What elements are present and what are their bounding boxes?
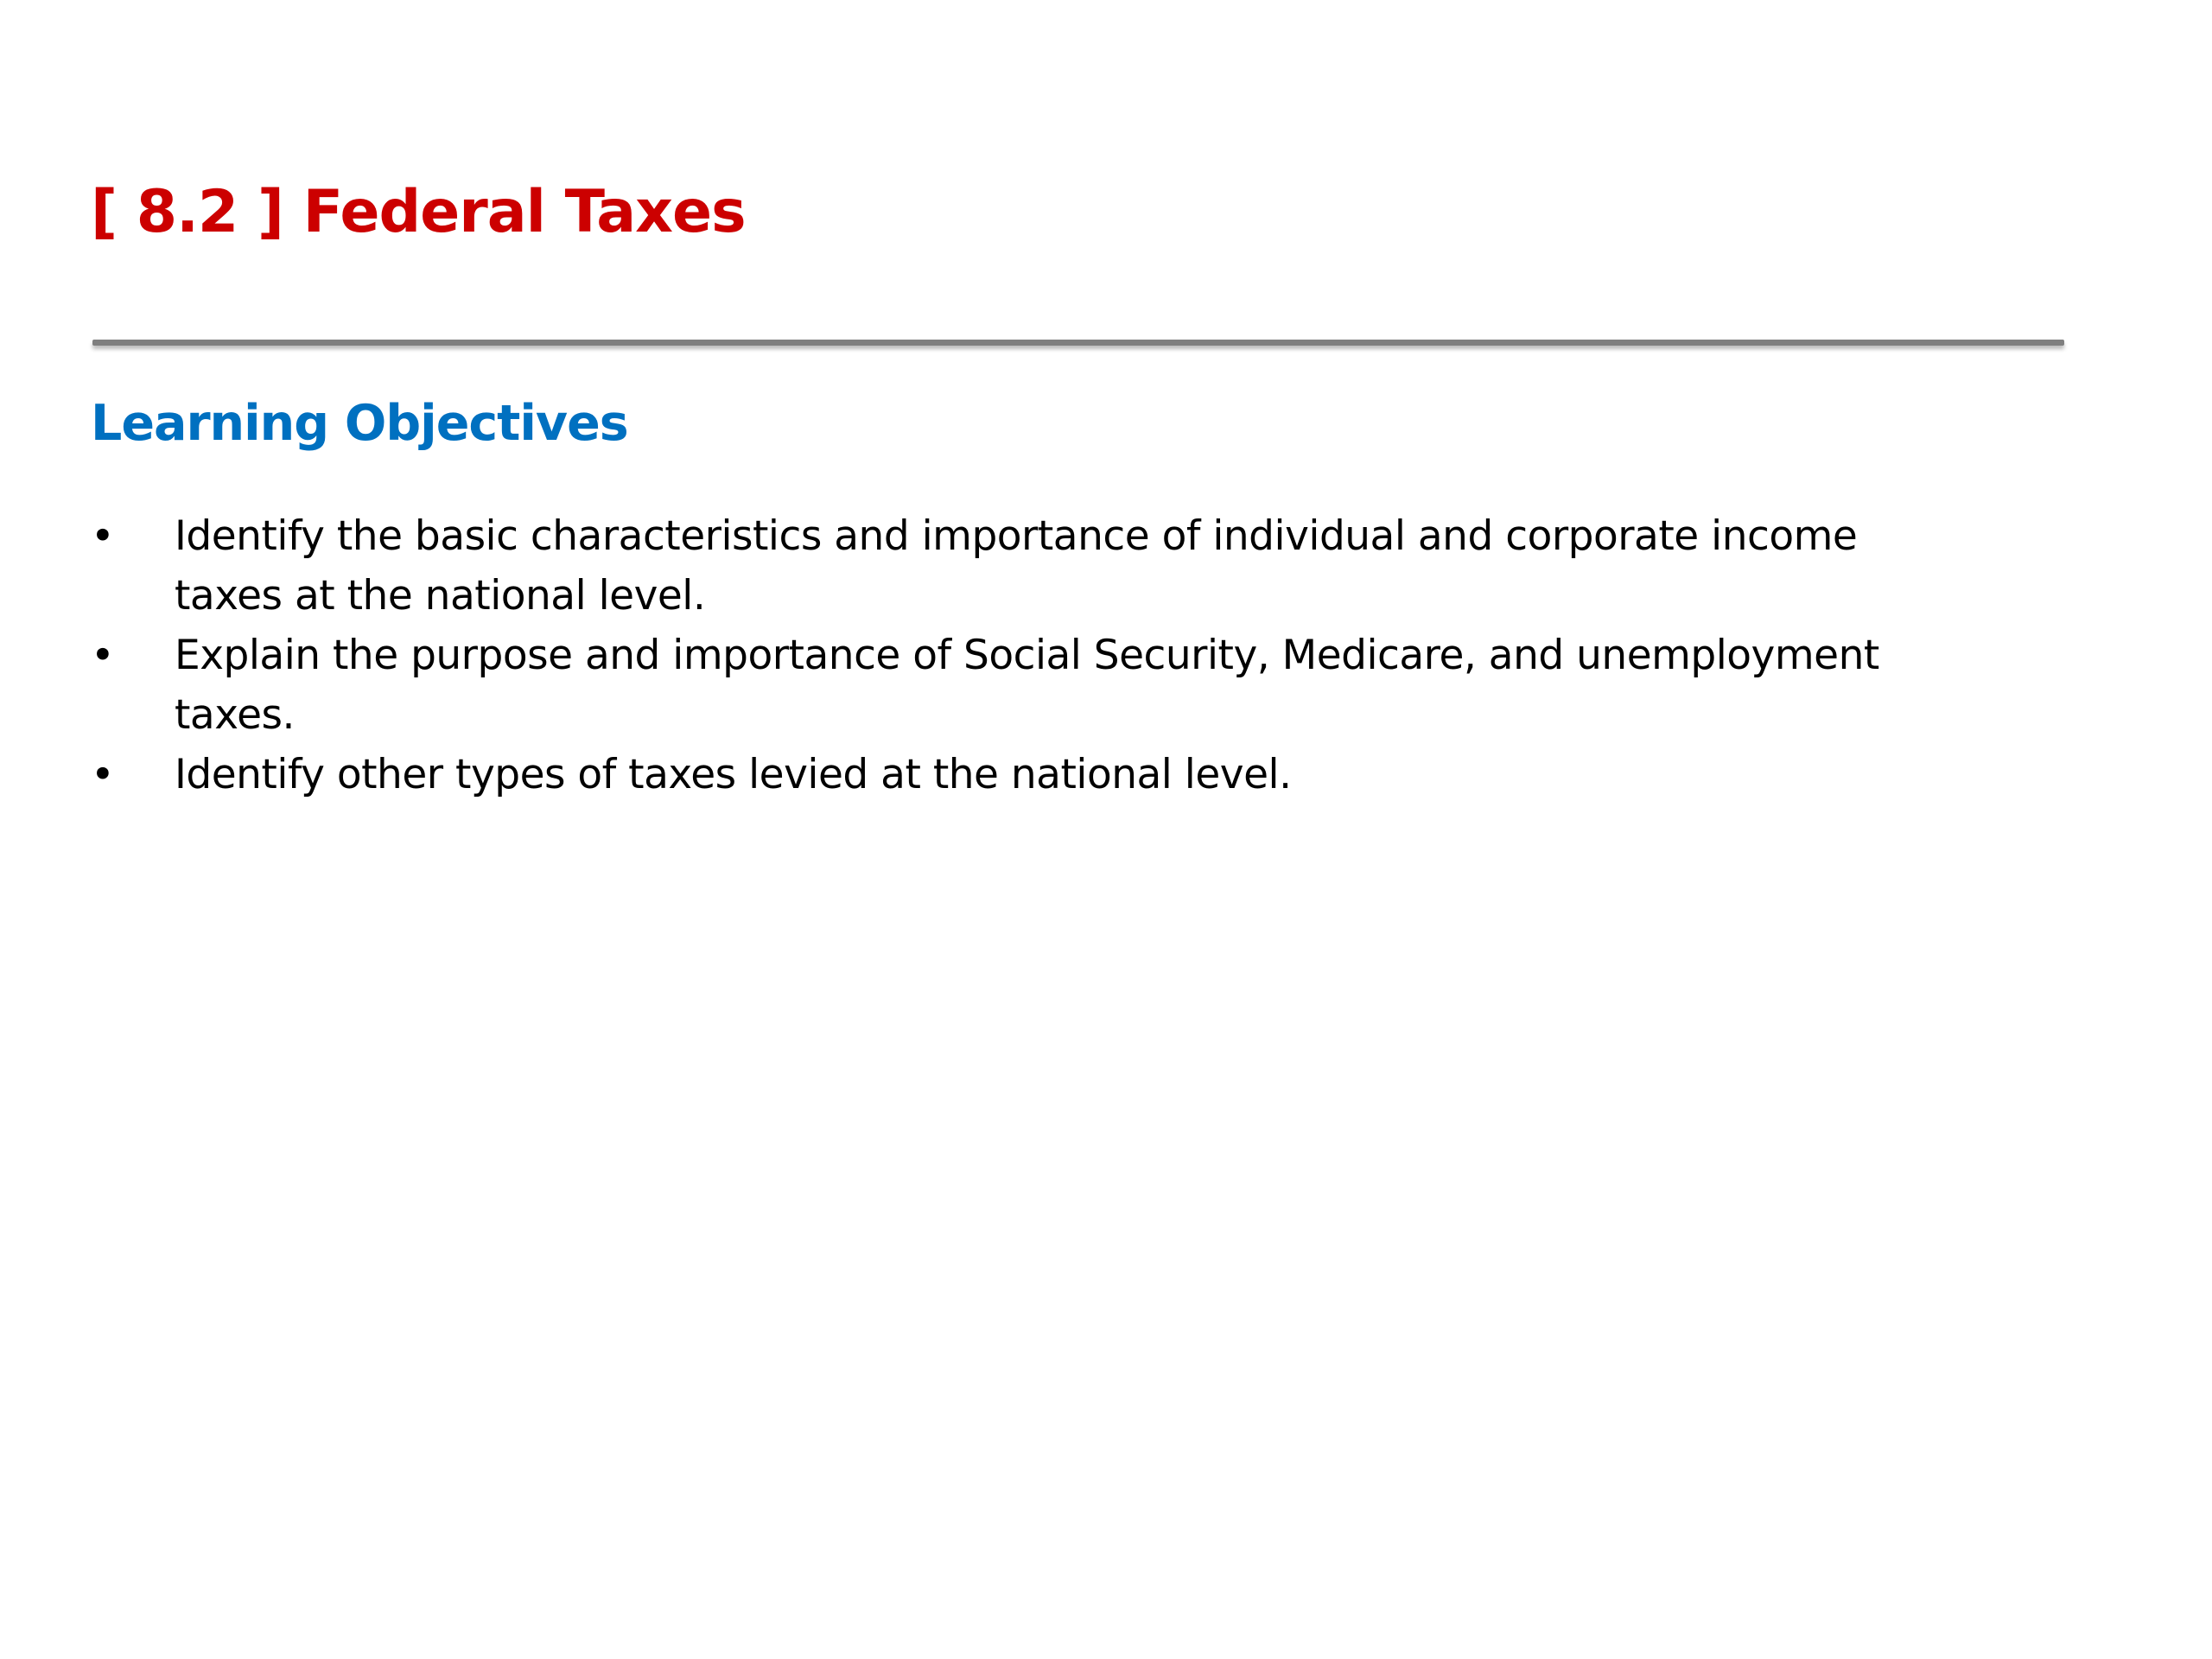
objective-text-line: taxes. — [175, 691, 295, 739]
list-item — [91, 745, 1992, 804]
title-divider — [92, 340, 2064, 346]
bullet-icon: • — [91, 751, 115, 798]
list-item — [91, 506, 1992, 626]
slide-title: [ 8.2 ] Federal Taxes — [91, 178, 746, 246]
objective-text-line: taxes at the national level. — [175, 572, 706, 620]
objective-text-line: Identify other types of taxes levied at the national level. — [175, 751, 1292, 798]
learning-objectives-heading: Learning Objectives — [91, 395, 628, 452]
list-item — [91, 626, 1992, 745]
objective-text-line: Identify the basic characteristics and importance of individual and corporate income — [175, 512, 1858, 560]
objectives-list — [91, 506, 1992, 804]
bullet-icon: • — [91, 512, 115, 560]
objective-text-line: Explain the purpose and importance of Social Security, Medicare, and unemployment — [175, 632, 1879, 679]
bullet-icon: • — [91, 632, 115, 679]
